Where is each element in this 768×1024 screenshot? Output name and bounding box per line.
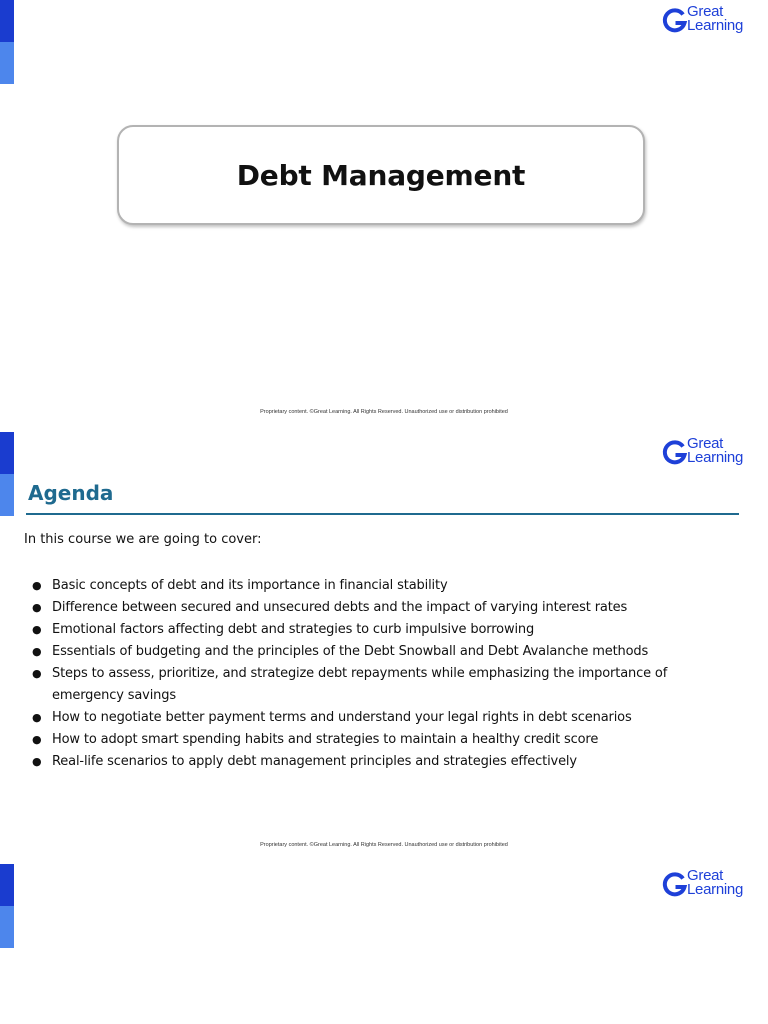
bullet-icon: ●	[32, 733, 42, 746]
list-item-text: Difference between secured and unsecured debts and the impact of varying interest rates	[52, 600, 628, 615]
list-item	[24, 751, 724, 773]
list-item-text: Emotional factors affecting debt and strategies to curb impulsive borrowing	[52, 622, 535, 637]
list-item-text: Essentials of budgeting and the principles of the Debt Snowball and Debt Avalanche methods	[52, 644, 649, 659]
agenda-intro: In this course we are going to cover:	[24, 532, 262, 547]
accent-dark-block	[0, 864, 14, 906]
list-item-text: Basic concepts of debt and its importance in financial stability	[52, 578, 448, 593]
list-item-text: How to negotiate better payment terms and understand your legal rights in debt scenarios	[52, 710, 632, 725]
bullet-icon: ●	[32, 667, 42, 680]
accent-light-block	[0, 906, 14, 948]
list-item	[24, 729, 724, 751]
heading-divider	[26, 513, 739, 515]
list-item	[24, 575, 724, 597]
logo-text-line2: Learning	[687, 881, 743, 898]
footer-copyright: Proprietary content. ©Great Learning. All Rights Reserved. Unauthorized use or distribution prohibited	[260, 842, 508, 848]
great-learning-logo	[662, 869, 756, 901]
list-item-text: How to adopt smart spending habits and strategies to maintain a healthy credit score	[52, 732, 599, 747]
list-item	[24, 597, 724, 619]
title-box	[117, 125, 645, 225]
list-item-text: Steps to assess, prioritize, and strategize debt repayments while emphasizing the importance of emergency savings	[52, 666, 668, 703]
logo-text-line2: Learning	[687, 449, 743, 466]
logo-text-line1: Great	[687, 867, 724, 884]
slide-accent-bar	[0, 432, 14, 516]
logo-g-icon	[662, 8, 688, 34]
slide-title	[0, 0, 768, 432]
logo-text-line1: Great	[687, 435, 724, 452]
bullet-icon: ●	[32, 601, 42, 614]
slide-next	[0, 864, 768, 1024]
slide-agenda	[0, 432, 768, 864]
logo-text-line2: Learning	[687, 17, 743, 34]
logo-text	[687, 5, 743, 33]
bullet-icon: ●	[32, 645, 42, 658]
slide-title-text: Debt Management	[236, 158, 526, 192]
accent-dark-block	[0, 0, 14, 42]
logo-text	[687, 869, 743, 897]
great-learning-logo	[662, 5, 756, 37]
slide-accent-bar	[0, 0, 14, 84]
great-learning-logo	[662, 437, 756, 469]
list-item	[24, 707, 724, 729]
bullet-icon: ●	[32, 711, 42, 724]
logo-text-line1: Great	[687, 3, 724, 20]
bullet-icon: ●	[32, 579, 42, 592]
list-item	[24, 619, 724, 641]
list-item	[24, 641, 724, 663]
logo-g-icon	[662, 440, 688, 466]
bullet-icon: ●	[32, 755, 42, 768]
list-item	[24, 663, 724, 707]
agenda-heading: Agenda	[28, 481, 114, 505]
slide-accent-bar	[0, 864, 14, 948]
logo-g-icon	[662, 872, 688, 898]
footer-copyright: Proprietary content. ©Great Learning. All Rights Reserved. Unauthorized use or distribution prohibited	[260, 409, 508, 415]
accent-dark-block	[0, 432, 14, 474]
accent-light-block	[0, 474, 14, 516]
logo-text	[687, 437, 743, 465]
bullet-icon: ●	[32, 623, 42, 636]
accent-light-block	[0, 42, 14, 84]
list-item-text: Real-life scenarios to apply debt management principles and strategies effectively	[52, 754, 577, 769]
agenda-list	[24, 575, 724, 773]
